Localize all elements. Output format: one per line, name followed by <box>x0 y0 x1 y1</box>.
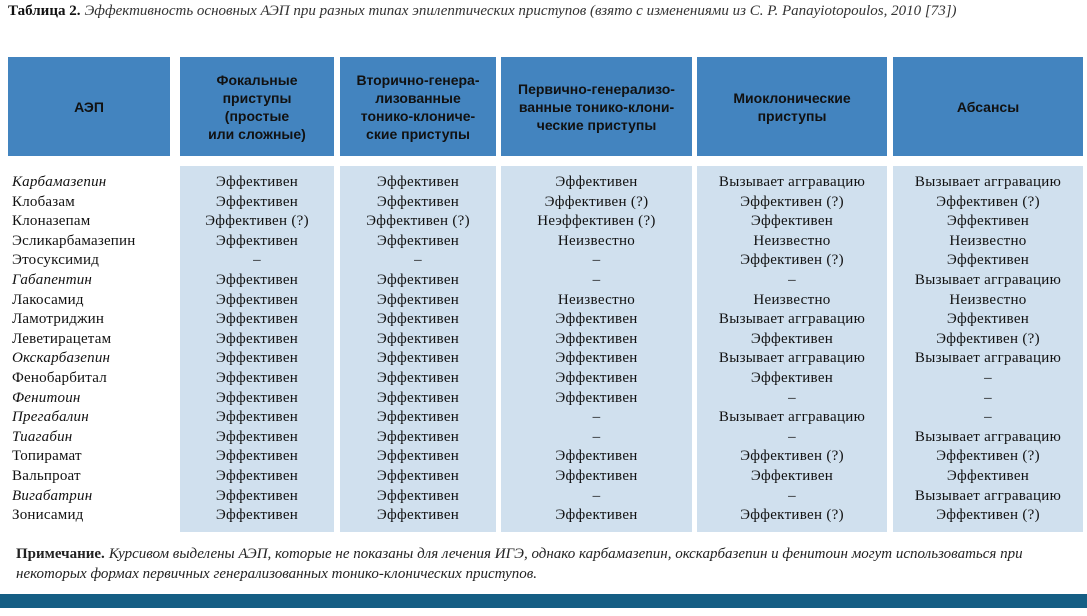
table-row <box>0 330 1087 350</box>
efficacy-cell: Вызывает аггравацию <box>718 350 866 367</box>
efficacy-cell: Эффективен <box>555 507 638 524</box>
efficacy-cell: Эффективен (?) <box>936 193 1040 210</box>
efficacy-cell: Эффективен <box>215 487 299 504</box>
drug-name: Топирамат <box>12 448 82 465</box>
table-row <box>0 271 1087 291</box>
efficacy-cell: – <box>788 487 796 504</box>
efficacy-cell: Эффективен <box>215 311 299 328</box>
table-row <box>0 487 1087 507</box>
table-row <box>0 251 1087 271</box>
efficacy-cell: – <box>592 252 601 269</box>
efficacy-cell: Вызывает аггравацию <box>914 487 1062 504</box>
drug-name: Этосуксимид <box>12 252 100 269</box>
efficacy-cell: Эффективен <box>555 174 638 190</box>
efficacy-cell: Эффективен <box>555 330 638 347</box>
table-row <box>0 212 1087 232</box>
drug-name: Вигабатрин <box>12 487 93 504</box>
note-label: Примечание. <box>16 546 105 562</box>
efficacy-cell: Вызывает аггравацию <box>718 409 866 426</box>
drug-name: Фенитоин <box>12 389 81 406</box>
table-row <box>0 310 1087 330</box>
efficacy-cell: – <box>592 409 601 426</box>
efficacy-cell: Эффективен <box>376 428 460 445</box>
efficacy-cell: Эффективен <box>555 448 638 465</box>
efficacy-cell: – <box>788 271 796 288</box>
table-caption <box>8 2 1068 21</box>
efficacy-cell: Эффективен <box>750 213 834 230</box>
efficacy-cell: Эффективен <box>555 467 638 484</box>
efficacy-cell: Эффективен <box>750 330 834 347</box>
table-row <box>0 467 1087 487</box>
efficacy-cell: Эффективен <box>376 448 460 465</box>
efficacy-cell: Эффективен <box>376 174 460 190</box>
efficacy-cell: Эффективен <box>376 409 460 426</box>
header-label: АЭП <box>74 98 104 115</box>
drug-name: Карбамазепин <box>12 174 107 190</box>
efficacy-cell: Эффективен <box>555 311 638 328</box>
efficacy-cell: Эффективен <box>946 467 1030 484</box>
table-row <box>0 389 1087 409</box>
efficacy-cell: Эффективен <box>215 389 299 406</box>
header-label: Абсансы <box>956 98 1020 115</box>
table-row <box>0 447 1087 467</box>
efficacy-cell: – <box>592 271 601 288</box>
efficacy-cell: Эффективен <box>750 467 834 484</box>
efficacy-cell: – <box>788 389 796 406</box>
header-col-2 <box>340 57 496 156</box>
drug-name: Прегабалин <box>12 409 89 426</box>
efficacy-cell: Эффективен <box>376 271 460 288</box>
drug-name: Леветирацетам <box>12 330 112 347</box>
efficacy-cell: Эффективен <box>946 252 1030 269</box>
efficacy-cell: Эффективен (?) <box>740 193 844 210</box>
table-header <box>0 57 1087 156</box>
note-text: Курсивом выделены АЭП, которые не показаны для лечения ИГЭ, однако карбамазепин, окскарбазепин и фенитоин могут использоваться при некоторых формах первичных генерализованных тонико-клонических приступов. <box>16 546 1023 582</box>
efficacy-cell: – <box>414 252 422 269</box>
table-row <box>0 193 1087 213</box>
efficacy-cell: Эффективен <box>555 369 638 386</box>
header-drug <box>8 57 170 156</box>
table-row <box>0 232 1087 252</box>
table-row <box>0 506 1087 526</box>
efficacy-cell: Эффективен (?) <box>205 213 309 230</box>
efficacy-cell: Эффективен (?) <box>740 252 844 269</box>
header-label: Фокальные приступы (простые или сложные) <box>208 71 306 142</box>
header-col-5 <box>893 57 1083 156</box>
efficacy-cell: Эффективен <box>376 350 460 367</box>
efficacy-cell: Эффективен (?) <box>740 448 844 465</box>
efficacy-cell: Эффективен <box>215 350 299 367</box>
table-row <box>0 173 1087 193</box>
efficacy-cell: Эффективен <box>215 428 299 445</box>
efficacy-cell: Эффективен (?) <box>936 448 1040 465</box>
efficacy-cell: – <box>984 409 992 426</box>
efficacy-cell: Эффективен <box>376 291 460 308</box>
efficacy-cell: Эффективен <box>555 389 638 406</box>
efficacy-cell: Вызывает аггравацию <box>914 350 1062 367</box>
efficacy-cell: Эффективен <box>376 232 460 249</box>
drug-name: Ламотриджин <box>12 311 105 328</box>
efficacy-cell: – <box>984 369 992 386</box>
efficacy-cell: Неизвестно <box>557 291 636 308</box>
drug-name: Габапентин <box>12 271 93 288</box>
drug-name: Тиагабин <box>12 428 73 445</box>
header-col-4 <box>697 57 887 156</box>
table-row <box>0 291 1087 311</box>
efficacy-cell: – <box>984 389 992 406</box>
efficacy-cell: – <box>592 428 601 445</box>
efficacy-cell: Эффективен <box>376 330 460 347</box>
efficacy-cell: Неизвестно <box>753 232 831 249</box>
efficacy-cell: Вызывает аггравацию <box>718 311 866 328</box>
table-body <box>0 173 1087 526</box>
header-label: Первично-генерализо- ванные тонико-клони- ческие приступы <box>518 80 675 133</box>
efficacy-cell: Эффективен <box>376 193 460 210</box>
caption-label: Таблица 2. <box>8 3 81 19</box>
efficacy-cell: Эффективен <box>376 369 460 386</box>
efficacy-cell: Эффективен <box>376 311 460 328</box>
efficacy-cell: Неизвестно <box>557 232 636 249</box>
drug-name: Окскарбазепин <box>12 350 111 367</box>
drug-name: Фенобарбитал <box>12 369 107 386</box>
efficacy-cell: Эффективен <box>376 507 460 524</box>
efficacy-cell: – <box>592 487 601 504</box>
header-col-3 <box>501 57 692 156</box>
efficacy-cell: Неэффективен (?) <box>537 213 656 230</box>
efficacy-cell: Эффективен <box>215 291 299 308</box>
efficacy-cell: Эффективен (?) <box>366 213 470 230</box>
efficacy-cell: Эффективен <box>215 448 299 465</box>
drug-name: Клобазам <box>12 193 75 210</box>
efficacy-cell: Эффективен <box>215 409 299 426</box>
caption-text: Эффективность основных АЭП при разных типах эпилептических приступов (взято с изменениями из C. P. Panayiotopoulos, 2010 [73]) <box>84 3 957 19</box>
efficacy-cell: Эффективен (?) <box>544 193 649 210</box>
efficacy-cell: – <box>788 428 796 445</box>
efficacy-cell: Эффективен <box>946 311 1030 328</box>
table-row <box>0 349 1087 369</box>
efficacy-cell: – <box>253 252 261 269</box>
bottom-bar <box>0 594 1087 608</box>
efficacy-cell: Неизвестно <box>753 291 831 308</box>
header-label: Вторично-генера- лизованные тонико-клониче- ские приступы <box>356 71 480 142</box>
efficacy-cell: Эффективен <box>215 369 299 386</box>
efficacy-cell: Вызывает аггравацию <box>718 174 866 190</box>
drug-name: Вальпроат <box>12 467 81 484</box>
efficacy-cell: Вызывает аггравацию <box>914 271 1062 288</box>
efficacy-cell: Эффективен <box>215 507 299 524</box>
efficacy-cell: Эффективен <box>376 467 460 484</box>
efficacy-cell: Эффективен <box>555 350 638 367</box>
table-row <box>0 428 1087 448</box>
efficacy-cell: Неизвестно <box>949 232 1027 249</box>
efficacy-cell: Эффективен <box>376 389 460 406</box>
efficacy-cell: Эффективен (?) <box>936 330 1040 347</box>
drug-name: Эсликарбамазепин <box>12 232 136 249</box>
efficacy-cell: Эффективен <box>215 174 299 190</box>
efficacy-cell: Эффективен (?) <box>740 507 844 524</box>
efficacy-cell: Неизвестно <box>949 291 1027 308</box>
header-label: Миоклонические приступы <box>733 89 851 124</box>
efficacy-cell: Вызывает аггравацию <box>914 428 1062 445</box>
efficacy-cell: Эффективен (?) <box>936 507 1040 524</box>
efficacy-cell: Эффективен <box>215 232 299 249</box>
drug-name: Зонисамид <box>12 507 84 524</box>
efficacy-cell: Эффективен <box>215 330 299 347</box>
efficacy-cell: Эффективен <box>376 487 460 504</box>
efficacy-cell: Эффективен <box>215 271 299 288</box>
drug-name: Клоназепам <box>12 213 91 230</box>
efficacy-cell: Эффективен <box>946 213 1030 230</box>
table-row <box>0 408 1087 428</box>
header-col-1 <box>180 57 334 156</box>
efficacy-cell: Эффективен <box>215 193 299 210</box>
table-note <box>16 544 1056 584</box>
efficacy-cell: Эффективен <box>215 467 299 484</box>
efficacy-cell: Эффективен <box>750 369 834 386</box>
efficacy-cell: Вызывает аггравацию <box>914 174 1062 190</box>
table-row <box>0 369 1087 389</box>
drug-name: Лакосамид <box>12 291 84 308</box>
